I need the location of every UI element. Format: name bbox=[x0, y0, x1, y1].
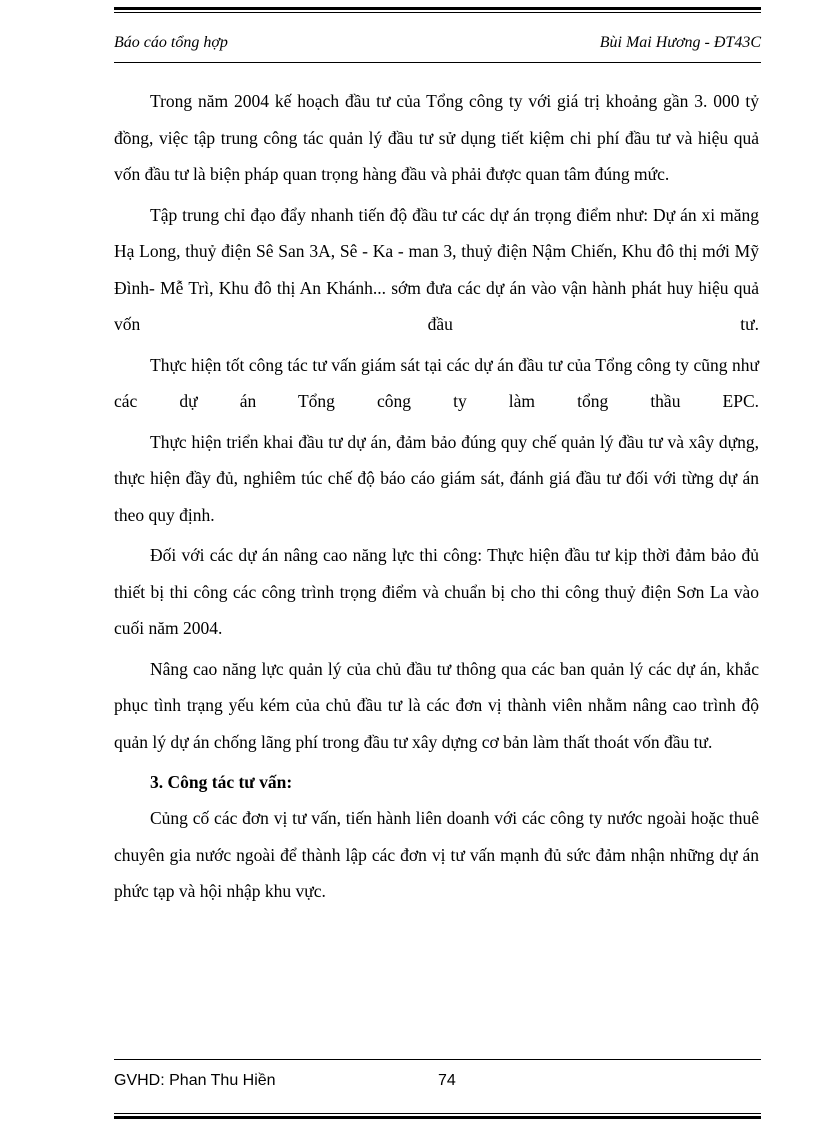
paragraph: Đối với các dự án nâng cao năng lực thi công: Thực hiện đầu tư kịp thời đảm bảo đủ thiết bị thi công các công trình trọng điểm và chuẩn bị cho thi công thuỷ điện Sơn La vào cuối năm 2004. bbox=[114, 545, 759, 638]
paragraph: Thực hiện tốt công tác tư vấn giám sát tại các dự án đầu tư của Tổng công ty cũng như các dự án Tổng công ty làm tổng thầu EPC. bbox=[114, 354, 759, 411]
header-double-rule-thin bbox=[114, 12, 761, 13]
footer-rule bbox=[114, 1059, 761, 1060]
page-body bbox=[114, 83, 759, 914]
header-author: Bùi Mai Hương - ĐT43C bbox=[599, 34, 761, 51]
section-heading: 3. Công tác tư vấn: bbox=[150, 772, 293, 792]
paragraph: Trong năm 2004 kế hoạch đầu tư của Tổng công ty với giá trị khoảng gần 3. 000 tỷ đồng, việc tập trung công tác quản lý đầu tư sử dụng tiết kiệm chi phí đầu tư và hiệu quả vốn đầu tư là biện pháp quan trọng hàng đầu và phải được quan tâm đúng mức. bbox=[114, 91, 759, 184]
footer-double-rule-thin bbox=[114, 1113, 761, 1114]
paragraph: Thực hiện triển khai đầu tư dự án, đảm bảo đúng quy chế quản lý đầu tư và xây dựng, thực hiện đầy đủ, nghiêm túc chế độ báo cáo giám sát, đánh giá đầu tư đối với từng dự án theo quy định. bbox=[114, 431, 759, 525]
footer-supervisor: GVHD: Phan Thu Hiền bbox=[114, 1072, 276, 1089]
page-number: 74 bbox=[438, 1072, 456, 1089]
paragraph: Tập trung chỉ đạo đẩy nhanh tiến độ đầu tư các dự án trọng điểm như: Dự án xi măng Hạ Long, thuỷ điện Sê San 3A, Sê - Ka - man 3, thuỷ điện Nậm Chiến, Khu đô thị mới Mỹ Đình- Mễ Trì, Khu đô thị An Khánh... sớm đưa các dự án vào vận hành phát huy hiệu quả vốn đầu tư. bbox=[114, 204, 759, 334]
header-report-title: Báo cáo tổng hợp bbox=[114, 34, 228, 51]
header-double-rule-thick bbox=[114, 7, 761, 10]
footer-double-rule-thick bbox=[114, 1116, 761, 1119]
paragraph: Nâng cao năng lực quản lý của chủ đầu tư thông qua các ban quản lý các dự án, khắc phục tình trạng yếu kém của chủ đầu tư là các đơn vị thành viên nhằm nâng cao trình độ quản lý dự án chống lãng phí trong đầu tư xây dựng cơ bản làm thất thoát vốn đầu tư. bbox=[114, 658, 759, 752]
paragraph: Củng cố các đơn vị tư vấn, tiến hành liên doanh với các công ty nước ngoài hoặc thuê chuyên gia nước ngoài để thành lập các đơn vị tư vấn mạnh đủ sức đảm nhận những dự án phức tạp và hội nhập khu vực. bbox=[114, 808, 759, 901]
header-rule bbox=[114, 62, 761, 63]
